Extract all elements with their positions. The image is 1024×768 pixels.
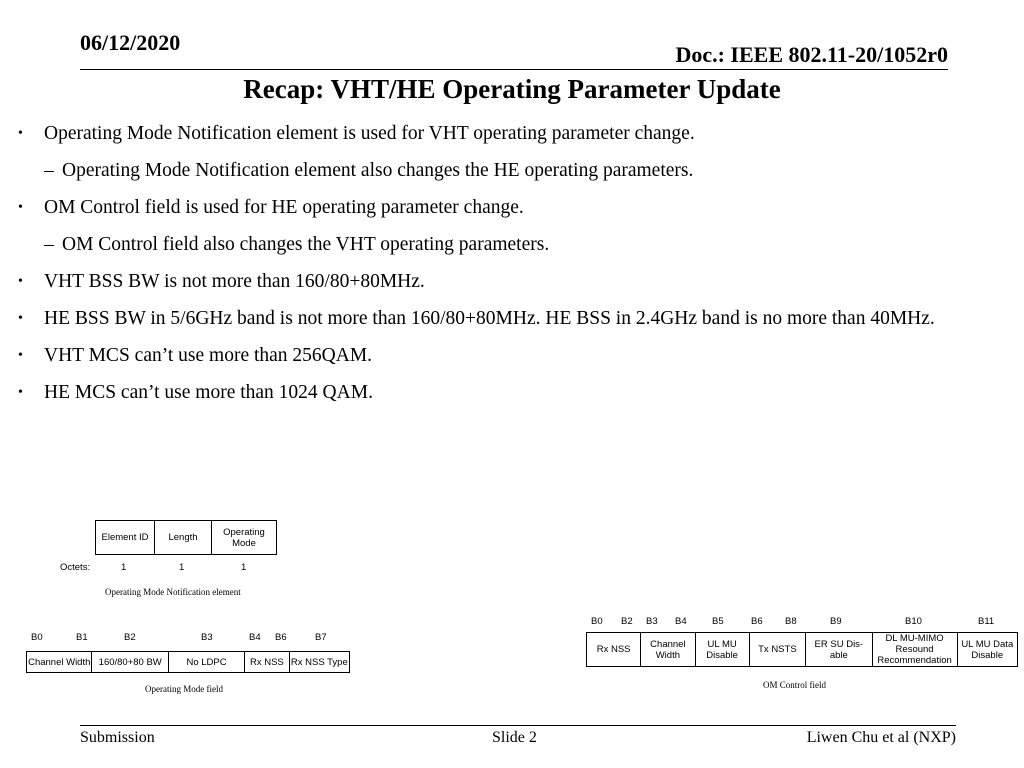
bullet-item [18, 381, 978, 405]
slide-title: Recap: VHT/HE Operating Parameter Update [243, 74, 781, 104]
omc-field-channel-width: Channel Width [641, 633, 695, 667]
omc-bit-label: B0 [591, 616, 603, 627]
om-field-rx-nss-type: Rx NSS Type [289, 652, 349, 673]
omc-bit-label: B11 [978, 616, 995, 627]
om-field-rx-nss: Rx NSS [245, 652, 290, 673]
om-bit-label: B3 [201, 632, 213, 643]
bullet-text: Operating Mode Notification element is used for VHT operating parameter change. [44, 123, 695, 144]
omc-field-ul-mu-data-disable: UL MU Data Disable [957, 633, 1017, 667]
footer-rule [80, 725, 956, 726]
omn-octet-value: 1 [121, 562, 127, 573]
dash-marker: – [44, 160, 54, 181]
bullet-item [18, 344, 978, 368]
omc-field-er-su-disable: ER SU Dis-able [806, 633, 873, 667]
bullet-item [18, 270, 978, 294]
omn-caption: Operating Mode Notification element [105, 587, 241, 597]
omn-field-operating-mode: Operating Mode [212, 521, 277, 555]
omc-field-table [586, 632, 1018, 667]
bullet-text: VHT BSS BW is not more than 160/80+80MHz. [44, 271, 425, 292]
omc-field-ul-mu-disable: UL MU Disable [695, 633, 749, 667]
om-bit-label: B4 [249, 632, 261, 643]
bullet-item [18, 196, 978, 220]
om-bit-label: B1 [76, 632, 88, 643]
sub-bullet-item [18, 159, 978, 183]
footer-slide-number: Slide 2 [492, 729, 537, 746]
omn-octet-value: 1 [179, 562, 185, 573]
header-date: 06/12/2020 [80, 30, 181, 55]
bullet-text: OM Control field is used for HE operating parameter change. [44, 197, 524, 218]
bullet-text: OM Control field also changes the VHT operating parameters. [62, 234, 550, 255]
bullet-text: Operating Mode Notification element also changes the HE operating parameters. [62, 160, 694, 181]
bullet-item [18, 122, 978, 146]
omc-bit-label: B6 [751, 616, 763, 627]
footer-author: Liwen Chu et al (NXP) [806, 729, 956, 746]
om-field-no-ldpc: No LDPC [168, 652, 244, 673]
om-field-160-80-80-bw: 160/80+80 BW [92, 652, 168, 673]
header-doc-id: Doc.: IEEE 802.11-20/1052r0 [675, 42, 948, 67]
omc-bit-label: B2 [621, 616, 633, 627]
bullet-item [18, 307, 978, 331]
omn-octet-value: 1 [241, 562, 247, 573]
omc-field-rx-nss: Rx NSS [587, 633, 641, 667]
bullet-text: HE MCS can’t use more than 1024 QAM. [44, 382, 373, 403]
omc-bit-label: B10 [905, 616, 922, 627]
om-bit-label: B7 [315, 632, 327, 643]
omn-field-element-id: Element ID [96, 521, 155, 555]
bullet-text: HE BSS BW in 5/6GHz band is not more than 160/80+80MHz. HE BSS in 2.4GHz band is no more than 40MHz. [44, 308, 935, 329]
omc-caption: OM Control field [763, 680, 826, 690]
om-caption: Operating Mode field [145, 684, 223, 694]
om-bit-label: B0 [31, 632, 43, 643]
omc-bit-label: B9 [830, 616, 842, 627]
omn-element-table [95, 520, 277, 555]
omn-octets-label: Octets: [60, 562, 91, 573]
omn-field-length: Length [155, 521, 212, 555]
om-field-channel-width: Channel Width [27, 652, 92, 673]
om-bit-label: B2 [124, 632, 136, 643]
omc-field-tx-nsts: Tx NSTS [749, 633, 805, 667]
header-rule [80, 69, 948, 70]
omc-bit-label: B5 [712, 616, 724, 627]
omc-field-dl-mu-mimo-resound: DL MU-MIMO Resound Recommendation [872, 633, 957, 667]
omc-bit-label: B4 [675, 616, 687, 627]
footer-submission: Submission [80, 729, 155, 746]
sub-bullet-item [18, 233, 978, 257]
omc-bit-label: B8 [785, 616, 797, 627]
bullet-text: VHT MCS can’t use more than 256QAM. [44, 345, 373, 366]
dash-marker: – [44, 234, 54, 255]
omc-bit-label: B3 [646, 616, 658, 627]
om-bit-label: B6 [275, 632, 287, 643]
bullet-list [18, 122, 978, 418]
om-field-table [26, 651, 350, 673]
